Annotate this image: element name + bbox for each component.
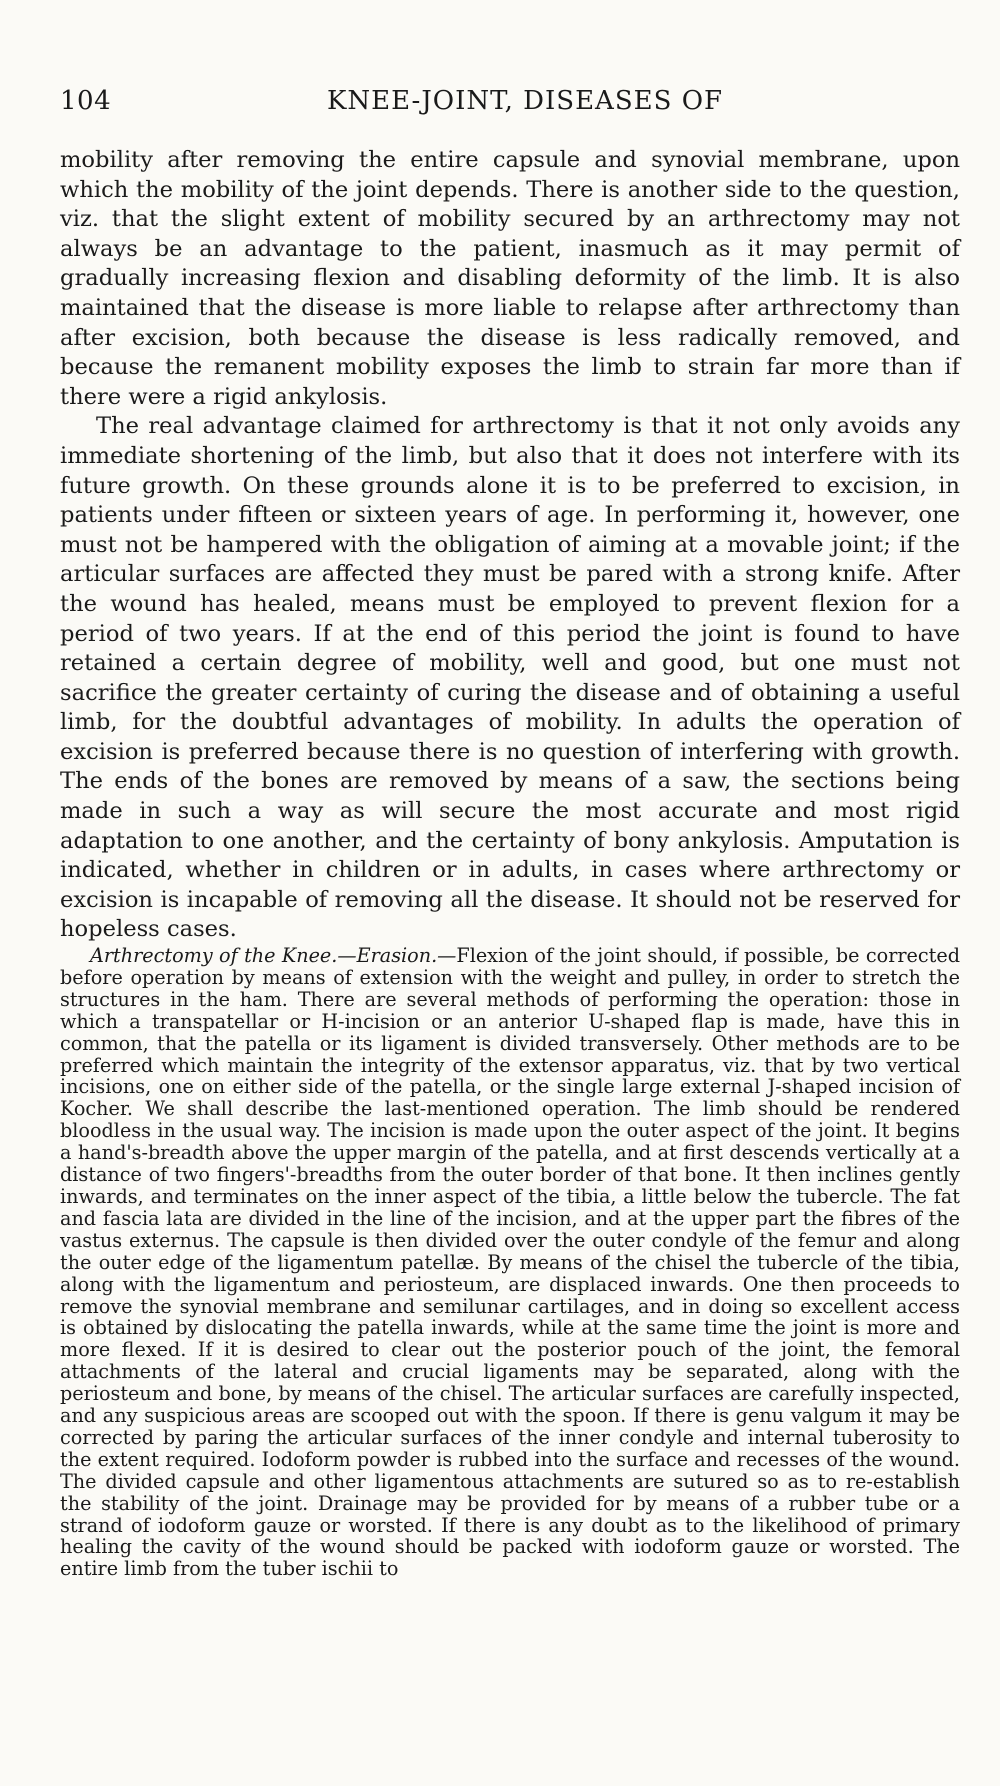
main-text	[60, 146, 960, 945]
section-paragraph	[60, 945, 960, 1580]
section-heading: Arthrectomy of the Knee.—Erasion.—	[90, 944, 457, 967]
paragraph: The real advantage claimed for arthrectomy is that it not only avoids any immediate shortening of the limb, but also that it does not interfere with its future growth. On these grounds alone it is to be preferred to excision, in patients under fifteen or sixteen years of age. In performing it, however, one must not be hampered with the obligation of aiming at a movable joint; if the articular surfaces are affected they must be pared with a strong knife. After the wound has healed, means must be employed to prevent flexion for a period of two years. If at the end of this period the joint is found to have retained a certain degree of mobility, well and good, but one must not sacrifice the greater certainty of curing the disease and of obtaining a useful limb, for the doubtful advantages of mobility. In adults the operation of excision is preferred because there is no question of interfering with growth. The ends of the bones are removed by means of a saw, the sections being made in such a way as will secure the most accurate and most rigid adaptation to one another, and the certainty of bony ankylosis. Amputation is indicated, whether in children or in adults, in cases where arthrectomy or excision is incapable of removing all the disease. It should not be reserved for hopeless cases.	[60, 413, 960, 943]
running-head-title: KNEE-JOINT, DISEASES OF	[326, 86, 724, 116]
section-arthrectomy	[60, 945, 960, 1580]
section-text: Flexion of the joint should, if possible, be corrected before operation by means of extension with the weight and pulley, in order to stretch the structures in the ham. There are several methods of performing the operation: those in which a transpatellar or H-incision or an anterior U-shaped flap is made, have this in common, that the patella or its ligament is divided transversely. Other methods are to be preferred which maintain the integrity of the extensor apparatus, viz. that by two vertical incisions, one on either side of the patella, or the single large external J-shaped incision of Kocher. We shall describe the last-mentioned operation. The limb should be rendered bloodless in the usual way. The incision is made upon the outer aspect of the joint. It begins a hand's-breadth above the upper margin of the patella, and at first descends vertically at a distance of two fingers'-breadths from the outer border of that bone. It then inclines gently inwards, and terminates on the inner aspect of the tibia, a little below the tubercle. The fat and fascia lata are divided in the line of the incision, and at the upper part the fibres of the vastus externus. The capsule is then divided over the outer condyle of the femur and along the outer edge of the ligamentum patellæ. By means of the chisel the tubercle of the tibia, along with the ligamentum and periosteum, are displaced inwards. One then proceeds to remove the synovial membrane and semilunar cartilages, and in doing so excellent access is obtained by dislocating the patella inwards, while at the same time the joint is more and more flexed. If it is desired to clear out the posterior pouch of the joint, the femoral attachments of the lateral and crucial ligaments may be separated, along with the periosteum and bone, by means of the chisel. The articular surfaces are carefully inspected, and any suspicious areas are scooped out with the spoon. If there is genu valgum it may be corrected by paring the articular surfaces of the inner condyle and internal tuberosity to the extent required. Iodoform powder is rubbed into the surface and recesses of the wound. The divided capsule and other ligamentous attachments are sutured so as to re-establish the stability of the joint. Drainage may be provided for by means of a rubber tube or a strand of iodoform gauze or worsted. If there is any doubt as to the likelihood of primary healing the cavity of the wound should be packed with iodoform gauze or worsted. The entire limb from the tuber ischii to	[60, 944, 960, 1581]
page-number: 104	[60, 86, 112, 116]
paragraph: mobility after removing the entire capsule and synovial membrane, upon which the mobility of the joint depends. There is another side to the question, viz. that the slight extent of mobility secured by an arthrectomy may not always be an advantage to the patient, inasmuch as it may permit of gradually increasing flexion and disabling deformity of the limb. It is also maintained that the disease is more liable to relapse after arthrectomy than after excision, both because the disease is less radically removed, and because the remanent mobility exposes the limb to strain far more than if there were a rigid ankylosis.	[60, 147, 960, 410]
book-page	[60, 0, 960, 1786]
running-head	[60, 86, 960, 126]
